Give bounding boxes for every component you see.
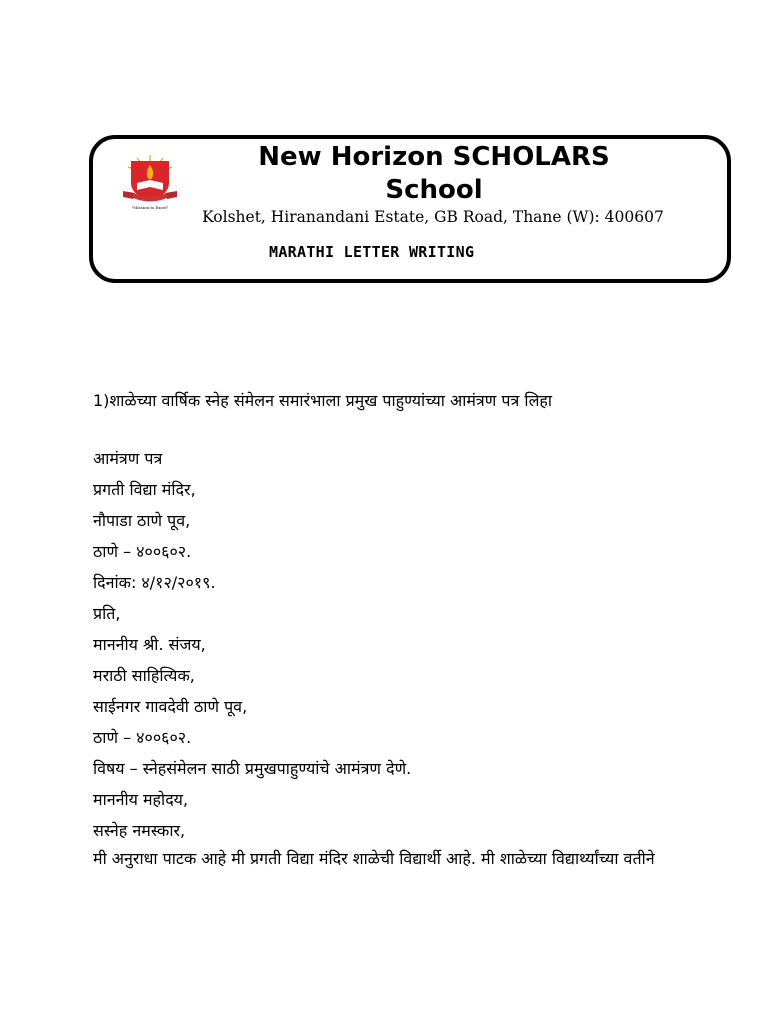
letter-subject: विषय – स्नेहसंमेलन साठी प्रमुखपाहुण्यांचे आमंत्रण देणे. [93,759,412,778]
school-name: New Horizon SCHOLARS School [258,142,610,205]
document-subject: MARATHI LETTER WRITING [269,243,475,261]
sender-area: नौपाडा ठाणे पूव, [93,511,191,530]
school-address: Kolshet, Hiranandani Estate, GB Road, Thane (W): 400607 [202,208,664,226]
letter-date: दिनांक: ४/१२/२०१९. [93,573,216,592]
document-body [93,390,693,869]
recipient-city: ठाणे – ४००६०२. [93,728,192,747]
sender-school: प्रगती विद्या मंदिर, [93,480,196,499]
sender-city: ठाणे – ४००६०२. [93,542,192,561]
greeting: सस्नेह नमस्कार, [93,821,186,840]
logo-motto: "Mission to Excel" [131,205,169,210]
question-text: 1)शाळेच्या वार्षिक स्नेह संमेलन समारंभाला प्रमुख पाहुण्यांच्या आमंत्रण पत्र लिहा [93,391,553,410]
letter-paragraph: मी अनुराधा पाटक आहे मी प्रगती विद्या मंदिर शाळेची विद्यार्थी आहे. मी शाळेच्या विद्यार्थ्यांच्या वतीने [93,849,655,868]
letter [93,443,693,869]
recipient-prefix: प्रति, [93,604,121,623]
salutation: माननीय महोदय, [93,790,189,809]
letter-heading: आमंत्रण पत्र [93,449,163,468]
school-header [89,135,731,283]
recipient-title: मराठी साहित्यिक, [93,666,195,685]
school-logo-icon [119,153,181,211]
recipient-area: साईनगर गावदेवी ठाणे पूव, [93,697,248,716]
recipient-name: माननीय श्री. संजय, [93,635,206,654]
